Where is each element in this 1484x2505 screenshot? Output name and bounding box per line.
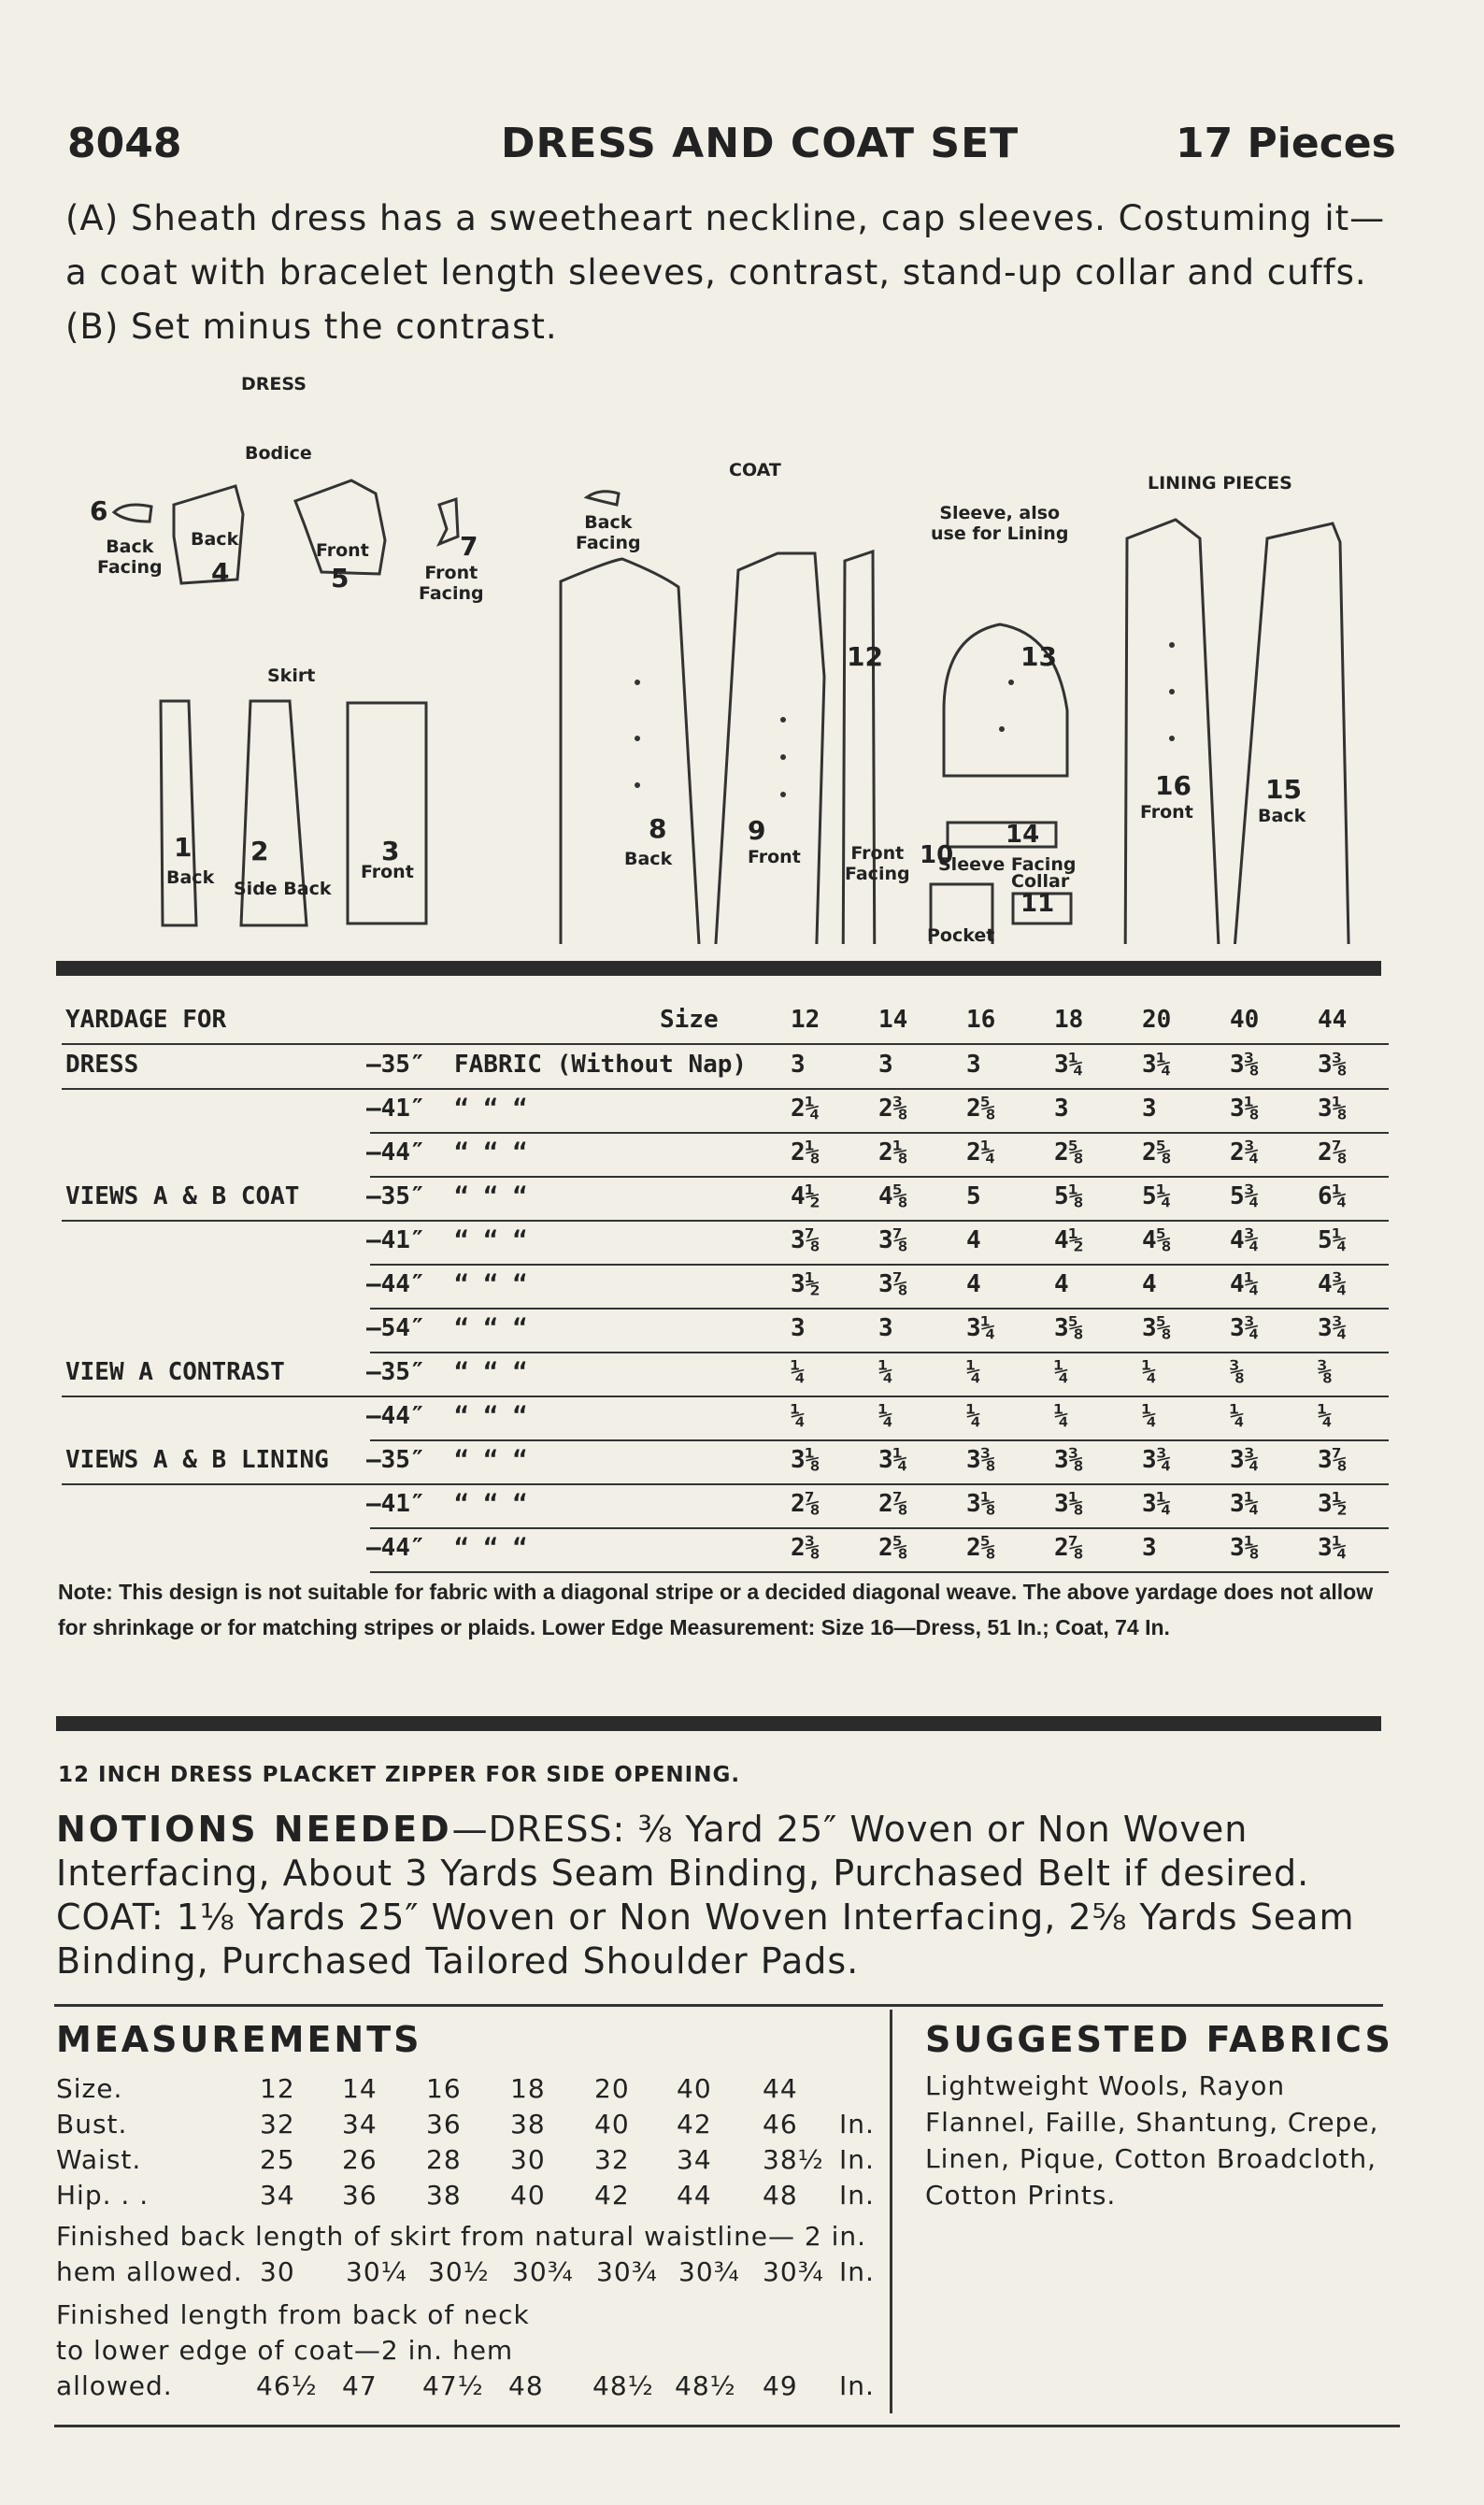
measurement-value: 44 <box>763 2073 798 2104</box>
divider <box>54 2004 1383 2007</box>
yardage-value: 6¼ <box>1318 1182 1348 1210</box>
fabric-width: —35″ <box>366 1446 425 1474</box>
coat-label: COAT <box>729 460 781 480</box>
pattern-number: 8048 <box>67 120 182 167</box>
yardage-value: 3⅝ <box>1142 1314 1172 1342</box>
back-label: Back <box>1258 806 1306 826</box>
coat-length-label-1: Finished length from back of neck <box>56 2299 530 2330</box>
measurement-value: 36 <box>426 2109 462 2140</box>
front-label: Front <box>748 847 801 867</box>
yardage-value: 4 <box>966 1226 981 1254</box>
yardage-value: 3 <box>1142 1095 1157 1123</box>
yardage-value: 3¾ <box>1318 1314 1348 1342</box>
yardage-value: ¼ <box>878 1358 893 1386</box>
side-back-label: Side Back <box>234 879 332 899</box>
measurement-value: 38 <box>510 2109 546 2140</box>
piece-number: 7 <box>460 531 478 562</box>
fabric-width: —35″ <box>366 1182 425 1210</box>
fabric-type: “ “ “ <box>454 1314 528 1342</box>
front-facing-line-2: Facing <box>845 864 910 884</box>
yardage-value: 3¾ <box>1230 1314 1260 1342</box>
piece-number: 1 <box>174 832 193 863</box>
measurement-value: 34 <box>342 2109 378 2140</box>
divider <box>54 2425 1400 2427</box>
coat-length-label-3: allowed. <box>56 2370 173 2401</box>
measurements-table <box>56 2073 888 2419</box>
yardage-value: 3¼ <box>878 1446 908 1474</box>
measurement-value: 34 <box>677 2144 712 2175</box>
yardage-group: VIEWS A & B LINING <box>65 1446 329 1474</box>
yardage-value: 3⅛ <box>1230 1534 1260 1562</box>
yardage-row <box>62 1265 1389 1310</box>
yardage-value: 2¼ <box>966 1138 996 1167</box>
description <box>65 192 1392 354</box>
piece-number: 6 <box>90 495 108 526</box>
yardage-row <box>62 1309 1389 1353</box>
yardage-row <box>62 1353 1389 1397</box>
yardage-value: 3 <box>1142 1534 1157 1562</box>
measurement-value: 32 <box>260 2109 295 2140</box>
yardage-value: 3¼ <box>1142 1490 1172 1518</box>
bodice-label: Bodice <box>245 443 312 464</box>
description-line: (B) Set minus the contrast. <box>65 307 558 347</box>
yardage-value: 4 <box>966 1270 981 1298</box>
yardage-value: 4 <box>1142 1270 1157 1298</box>
yardage-value: 5 <box>966 1182 981 1210</box>
piece-number: 10 <box>920 841 954 869</box>
yardage-value: 2⅝ <box>878 1534 908 1562</box>
size-header: 20 <box>1142 1006 1172 1034</box>
back-facing-label <box>576 512 641 553</box>
yardage-value: 4⅝ <box>1142 1226 1172 1254</box>
coat-length-value: 47½ <box>422 2370 484 2401</box>
lining-label: LINING PIECES <box>1148 473 1292 494</box>
piece-number: 14 <box>1006 821 1040 849</box>
notions-text: —DRESS: ⅜ Yard 25″ Woven or Non Woven Interfacing, About 3 Yards Seam Binding, Purchased Belt if desired. COAT: 1⅛ Yards 25″ Woven or Non Woven Interfacing, 2⅝ Yards Seam Binding, Purchased Tailored Shoulder Pads. <box>56 1809 1355 1982</box>
measurement-value: 46 <box>763 2109 798 2140</box>
notions-section <box>56 1808 1383 1983</box>
skirt-length-label-2: hem allowed. <box>56 2256 243 2287</box>
fabric-width: —41″ <box>366 1095 425 1123</box>
yardage-value: 3½ <box>791 1270 820 1298</box>
piece-number: 12 <box>847 641 883 672</box>
measurement-value: 42 <box>594 2180 630 2211</box>
fabric-type: “ “ “ <box>454 1446 528 1474</box>
yardage-title: YARDAGE FOR <box>65 1006 227 1034</box>
yardage-value: 3 <box>791 1051 806 1079</box>
yardage-value: 2⅝ <box>1054 1138 1084 1167</box>
yardage-value: 3⅛ <box>1230 1095 1260 1123</box>
front-label: Front <box>1140 802 1193 823</box>
fabric-width: —41″ <box>366 1226 425 1254</box>
yardage-row <box>62 1440 1389 1485</box>
yardage-value: ¼ <box>1142 1358 1157 1386</box>
yardage-value: 3⅛ <box>1318 1095 1348 1123</box>
description-line: (A) Sheath dress has a sweetheart neckline, cap sleeves. Costuming it— <box>65 198 1386 238</box>
yardage-value: 5¼ <box>1142 1182 1172 1210</box>
fabric-width: —44″ <box>366 1402 425 1430</box>
pocket-label: Pocket <box>927 925 995 946</box>
front-facing-line-2: Facing <box>419 583 484 604</box>
skirt-length-value: 30¾ <box>763 2256 824 2287</box>
divider <box>56 961 1381 976</box>
yardage-value: 3⅞ <box>878 1226 908 1254</box>
skirt-length-value: 30¼ <box>346 2256 407 2287</box>
fabric-type: “ “ “ <box>454 1138 528 1167</box>
dress-label: DRESS <box>241 374 307 394</box>
coat-length-label-2: to lower edge of coat—2 in. hem <box>56 2335 514 2366</box>
yardage-value: ¼ <box>791 1358 806 1386</box>
yardage-row <box>62 1089 1389 1134</box>
front-label: Front <box>361 862 414 882</box>
yardage-value: ¼ <box>791 1402 806 1430</box>
back-label: Back <box>624 849 673 869</box>
yardage-group: VIEWS A & B COAT <box>65 1182 300 1210</box>
measurement-value: 32 <box>594 2144 630 2175</box>
measurement-value: 40 <box>594 2109 630 2140</box>
yardage-value: 3¼ <box>966 1314 996 1342</box>
front-facing-label <box>845 843 910 884</box>
size-header: 14 <box>878 1006 908 1034</box>
coat-length-value: 48 <box>508 2370 544 2401</box>
yardage-value: 3¾ <box>1230 1446 1260 1474</box>
yardage-value: ⅜ <box>1230 1358 1245 1386</box>
measurement-value: 34 <box>260 2180 295 2211</box>
sleeve-label <box>931 503 1068 544</box>
fabric-width: —44″ <box>366 1138 425 1167</box>
yardage-value: 2⅝ <box>966 1095 996 1123</box>
yardage-value: 3¾ <box>1142 1446 1172 1474</box>
yardage-value: ¼ <box>966 1402 981 1430</box>
skirt-length-value: 30½ <box>428 2256 490 2287</box>
measurement-value: 20 <box>594 2073 630 2104</box>
yardage-value: 3 <box>966 1051 981 1079</box>
piece-number: 11 <box>1020 890 1055 918</box>
yardage-value: 2⅝ <box>1142 1138 1172 1167</box>
yardage-value: 3¼ <box>1142 1051 1172 1079</box>
size-header: 18 <box>1054 1006 1084 1034</box>
collar-label: Collar <box>1011 871 1070 892</box>
yardage-value: 5¼ <box>1318 1226 1348 1254</box>
pattern-pieces-drawing <box>0 365 1484 944</box>
fabric-width: —44″ <box>366 1534 425 1562</box>
yardage-value: ¼ <box>966 1358 981 1386</box>
piece-number: 4 <box>211 557 230 588</box>
measurement-value: 44 <box>677 2180 712 2211</box>
piece-number: 16 <box>1155 770 1191 801</box>
measurement-value: 40 <box>510 2180 546 2211</box>
yardage-value: 2⅜ <box>878 1095 908 1123</box>
yardage-value: 3⅝ <box>1054 1314 1084 1342</box>
yardage-row <box>62 1484 1389 1529</box>
pattern-diagram <box>0 365 1484 944</box>
yardage-value: 4¾ <box>1230 1226 1260 1254</box>
yardage-value: 3⅛ <box>791 1446 820 1474</box>
fabric-width: —44″ <box>366 1270 425 1298</box>
yardage-value: 4½ <box>791 1182 820 1210</box>
sleeve-line-1: Sleeve, also <box>939 503 1061 523</box>
back-facing-line-2: Facing <box>97 557 163 578</box>
back-facing-line-1: Back <box>584 512 633 533</box>
yardage-value: 3¼ <box>1230 1490 1260 1518</box>
yardage-value: 4½ <box>1054 1226 1084 1254</box>
measurement-label: Bust. <box>56 2109 128 2140</box>
coat-length-value: 48½ <box>675 2370 736 2401</box>
yardage-value: 3⅜ <box>1230 1051 1260 1079</box>
fabric-type: “ “ “ <box>454 1358 528 1386</box>
fabric-width: —35″ <box>366 1051 425 1079</box>
yardage-value: ¼ <box>1142 1402 1157 1430</box>
coat-length-value: 47 <box>342 2370 378 2401</box>
yardage-row <box>62 1177 1389 1222</box>
yardage-value: 3 <box>878 1314 893 1342</box>
coat-length-unit: In. <box>839 2370 875 2401</box>
yardage-value: 3½ <box>1318 1490 1348 1518</box>
size-header: 12 <box>791 1006 820 1034</box>
yardage-value: ¼ <box>1054 1358 1069 1386</box>
fabric-type: “ “ “ <box>454 1095 528 1123</box>
measurement-unit: In. <box>839 2144 875 2175</box>
measurement-value: 40 <box>677 2073 712 2104</box>
coat-length-value: 48½ <box>592 2370 654 2401</box>
measurement-value: 25 <box>260 2144 295 2175</box>
yardage-value: 5¾ <box>1230 1182 1260 1210</box>
yardage-value: 2⅞ <box>1318 1138 1348 1167</box>
yardage-value: 3⅜ <box>966 1446 996 1474</box>
fabrics-text: Lightweight Wools, Rayon Flannel, Faille, Shantung, Crepe, Linen, Pique, Cotton Broadcloth, Cotton Prints. <box>925 2070 1379 2211</box>
measurement-value: 16 <box>426 2073 462 2104</box>
yardage-value: 3⅜ <box>1318 1051 1348 1079</box>
coat-length-value: 46½ <box>256 2370 318 2401</box>
yardage-value: 3 <box>878 1051 893 1079</box>
size-label: Size <box>660 1006 719 1034</box>
yardage-value: 3⅜ <box>1054 1446 1084 1474</box>
piece-number: 9 <box>748 815 766 846</box>
yardage-row <box>62 1396 1389 1441</box>
yardage-row <box>62 1221 1389 1266</box>
measurement-label: Hip. . . <box>56 2180 150 2211</box>
yardage-value: 2⅛ <box>791 1138 820 1167</box>
fabric-type: FABRIC (Without Nap) <box>454 1051 748 1079</box>
yardage-value: 3¼ <box>1054 1051 1084 1079</box>
measurement-value: 14 <box>342 2073 378 2104</box>
measurement-value: 12 <box>260 2073 295 2104</box>
yardage-value: ⅜ <box>1318 1358 1333 1386</box>
divider <box>56 1716 1381 1731</box>
yardage-value: 4¼ <box>1230 1270 1260 1298</box>
yardage-value: 4 <box>1054 1270 1069 1298</box>
row-line <box>370 1571 1389 1573</box>
pattern-title: DRESS AND COAT SET <box>501 120 1020 167</box>
yardage-value: 3⅛ <box>1054 1490 1084 1518</box>
yardage-row <box>62 1528 1389 1573</box>
size-header: 40 <box>1230 1006 1260 1034</box>
back-facing-line-1: Back <box>106 537 154 557</box>
yardage-value: 2⅜ <box>791 1534 820 1562</box>
measurement-value: 48 <box>763 2180 798 2211</box>
yardage-value: 2¾ <box>1230 1138 1260 1167</box>
yardage-header-row <box>62 1000 1389 1045</box>
piece-number: 13 <box>1020 641 1057 672</box>
yardage-value: 3⅞ <box>878 1270 908 1298</box>
fabric-type: “ “ “ <box>454 1226 528 1254</box>
yardage-value: 5⅛ <box>1054 1182 1084 1210</box>
piece-number: 2 <box>250 836 269 866</box>
measurement-value: 38 <box>426 2180 462 2211</box>
back-label: Back <box>191 529 239 550</box>
yardage-value: 2⅞ <box>1054 1534 1084 1562</box>
skirt-length-value: 30¾ <box>512 2256 574 2287</box>
yardage-value: 3¼ <box>1318 1534 1348 1562</box>
back-label: Back <box>166 867 215 888</box>
description-line: a coat with bracelet length sleeves, contrast, stand-up collar and cuffs. <box>65 252 1367 293</box>
yardage-value: 3⅞ <box>791 1226 820 1254</box>
front-label: Front <box>316 540 369 561</box>
zipper-note: 12 INCH DRESS PLACKET ZIPPER FOR SIDE OPENING. <box>58 1763 741 1787</box>
size-header: 16 <box>966 1006 996 1034</box>
fabric-type: “ “ “ <box>454 1402 528 1430</box>
yardage-value: ¼ <box>1054 1402 1069 1430</box>
yardage-value: 4⅝ <box>878 1182 908 1210</box>
yardage-value: 3 <box>1054 1095 1069 1123</box>
measurement-label: Waist. <box>56 2144 142 2175</box>
piece-number: 15 <box>1265 774 1302 805</box>
measurement-value: 18 <box>510 2073 546 2104</box>
yardage-value: 2⅝ <box>966 1534 996 1562</box>
measurement-value: 28 <box>426 2144 462 2175</box>
yardage-value: 2⅞ <box>791 1490 820 1518</box>
yardage-row <box>62 1133 1389 1178</box>
column-divider <box>890 2010 892 2413</box>
yardage-value: 2⅛ <box>878 1138 908 1167</box>
yardage-row <box>62 1045 1389 1090</box>
measurement-unit: In. <box>839 2180 875 2211</box>
size-header: 44 <box>1318 1006 1348 1034</box>
fabric-type: “ “ “ <box>454 1534 528 1562</box>
measurement-value: 42 <box>677 2109 712 2140</box>
coat-length-value: 49 <box>763 2370 798 2401</box>
sleeve-facing-label: Sleeve Facing <box>938 854 1077 875</box>
front-facing-label <box>419 563 484 604</box>
back-facing-label <box>97 537 163 578</box>
yardage-value: ¼ <box>1318 1402 1333 1430</box>
piece-number: 8 <box>649 813 667 844</box>
piece-number: 5 <box>331 563 350 594</box>
yardage-table <box>62 998 1389 1578</box>
yardage-value: 2⅞ <box>878 1490 908 1518</box>
measurement-label: Size. <box>56 2073 123 2104</box>
yardage-group: DRESS <box>65 1051 139 1079</box>
piece-count: 17 Pieces <box>1176 120 1396 167</box>
skirt-length-unit: In. <box>839 2256 875 2287</box>
yardage-note: Note: This design is not suitable for fabric with a diagonal stripe or a decided diagonal weave. The above yardage does not allow for shrinkage or for matching stripes or plaids. Lower Edge Measurement: Size 16—Dress, 51 In.; Coat, 74 In. <box>58 1580 1374 1639</box>
measurement-value: 30 <box>510 2144 546 2175</box>
measurement-unit: In. <box>839 2109 875 2140</box>
yardage-value: ¼ <box>878 1402 893 1430</box>
front-facing-line-1: Front <box>850 843 905 864</box>
fabric-type: “ “ “ <box>454 1490 528 1518</box>
yardage-value: 3⅛ <box>966 1490 996 1518</box>
skirt-label: Skirt <box>267 666 316 686</box>
fabric-type: “ “ “ <box>454 1270 528 1298</box>
fabric-width: —35″ <box>366 1358 425 1386</box>
skirt-length-value: 30 <box>260 2256 295 2287</box>
yardage-value: ¼ <box>1230 1402 1245 1430</box>
measurement-value: 36 <box>342 2180 378 2211</box>
fabrics-title: SUGGESTED FABRICS <box>925 2019 1393 2060</box>
notions-title: NOTIONS NEEDED <box>56 1809 452 1850</box>
back-facing-line-2: Facing <box>576 533 641 553</box>
measurement-value: 26 <box>342 2144 378 2175</box>
fabric-type: “ “ “ <box>454 1182 528 1210</box>
fabric-width: —41″ <box>366 1490 425 1518</box>
front-facing-line-1: Front <box>424 563 478 583</box>
skirt-length-value: 30¾ <box>678 2256 740 2287</box>
skirt-length-value: 30¾ <box>596 2256 658 2287</box>
skirt-length-label: Finished back length of skirt from natural waistline— 2 in. <box>56 2221 867 2252</box>
measurement-value: 38½ <box>763 2144 824 2175</box>
yardage-group: VIEW A CONTRAST <box>65 1358 285 1386</box>
yardage-value: 3⅞ <box>1318 1446 1348 1474</box>
piece-number: 3 <box>381 836 400 866</box>
yardage-value: 3 <box>791 1314 806 1342</box>
measurements-title: MEASUREMENTS <box>56 2019 422 2060</box>
fabric-width: —54″ <box>366 1314 425 1342</box>
yardage-value: 4¾ <box>1318 1270 1348 1298</box>
yardage-value: 2¼ <box>791 1095 820 1123</box>
sleeve-line-2: use for Lining <box>931 523 1069 544</box>
